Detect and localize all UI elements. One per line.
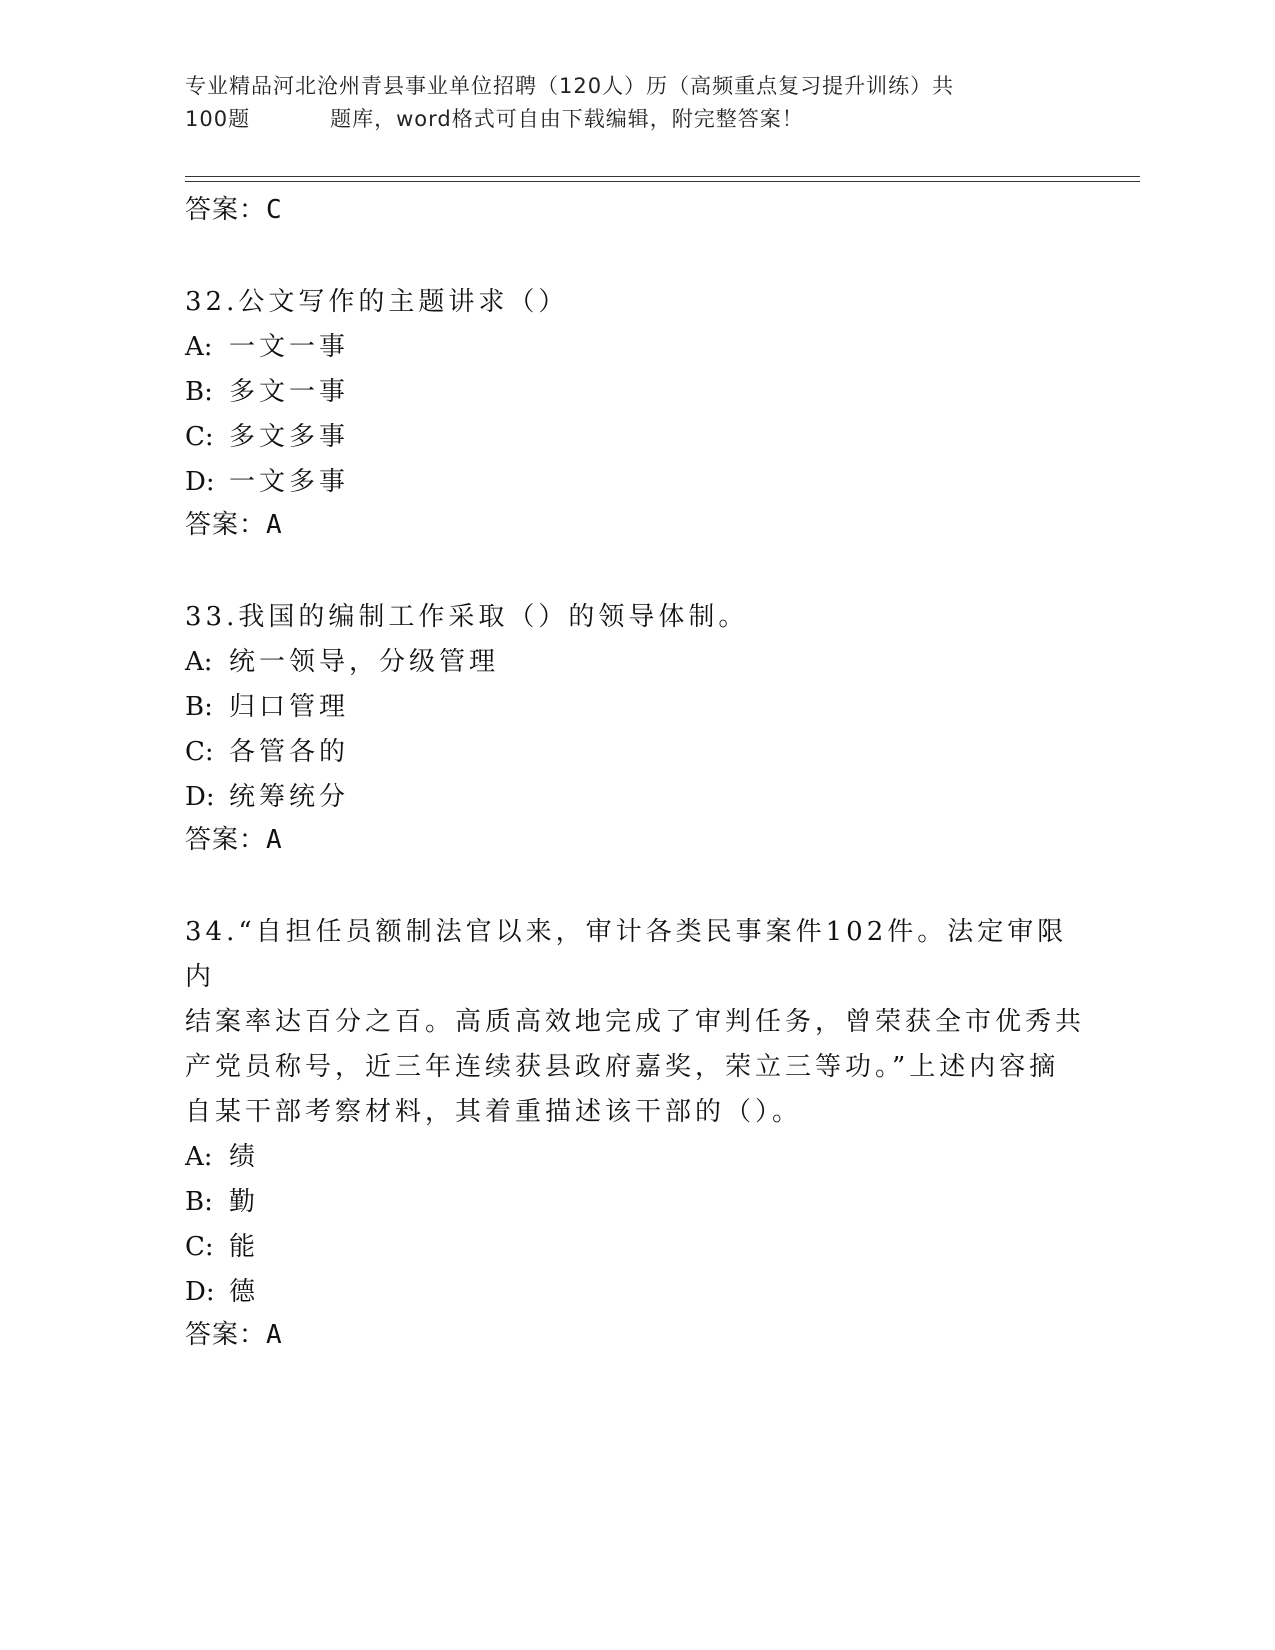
answer-line	[185, 820, 1085, 860]
option-b	[185, 1180, 1085, 1225]
option-c	[185, 730, 1085, 775]
option-letter: C:	[185, 737, 214, 767]
question-33	[185, 595, 1085, 860]
option-letter: A:	[185, 647, 213, 677]
option-text: 各管各的	[229, 737, 350, 767]
header-line-1: 专业精品河北沧州青县事业单位招聘（120人）历（高频重点复习提升训练）共	[185, 74, 955, 98]
header-rule-top	[185, 176, 1140, 177]
document-header	[185, 70, 1085, 136]
answer-label: 答案：	[185, 510, 267, 540]
option-b	[185, 370, 1085, 415]
option-letter: A:	[185, 1142, 213, 1172]
option-a	[185, 325, 1085, 370]
header-line-2-text: 题库，word格式可自由下载编辑，附完整答案！	[330, 107, 804, 131]
answer-label: 答案：	[185, 1320, 267, 1350]
header-line-2-count: 100题	[185, 107, 251, 131]
option-d	[185, 460, 1085, 505]
option-text: 多文一事	[229, 377, 350, 407]
option-letter: C:	[185, 422, 214, 452]
document-body	[185, 190, 1085, 1355]
option-c	[185, 1225, 1085, 1270]
option-text: 一文多事	[229, 467, 350, 497]
option-letter: D:	[185, 782, 215, 812]
question-32	[185, 280, 1085, 545]
answer-label: 答案：	[185, 195, 267, 225]
option-text: 统一领导，分级管理	[229, 647, 500, 677]
answer-value: A	[266, 1320, 283, 1350]
question-text-line: 34.“自担任员额制法官以来，审计各类民事案件102件。法定审限内	[185, 917, 1068, 992]
option-d	[185, 1270, 1085, 1315]
answer-value: A	[266, 510, 283, 540]
option-letter: B:	[185, 1187, 213, 1217]
answer-line	[185, 505, 1085, 545]
header-rule-bottom	[185, 181, 1140, 182]
option-d	[185, 775, 1085, 820]
question-text: 32.公文写作的主题讲求（）	[185, 287, 569, 317]
option-letter: D:	[185, 467, 215, 497]
option-text: 归口管理	[229, 692, 350, 722]
answer-line	[185, 190, 1085, 230]
option-text: 德	[229, 1277, 260, 1307]
option-c	[185, 415, 1085, 460]
question-text-line: 结案率达百分之百。高质高效地完成了审判任务，曾荣获全市优秀共	[185, 1007, 1086, 1037]
option-text: 统筹统分	[229, 782, 350, 812]
option-letter: D:	[185, 1277, 215, 1307]
question-text-line: 自某干部考察材料，其着重描述该干部的（）。	[185, 1097, 803, 1127]
option-text: 一文一事	[229, 332, 350, 362]
question-34	[185, 910, 1085, 1355]
option-a	[185, 1135, 1085, 1180]
option-text: 能	[229, 1232, 260, 1262]
option-text: 多文多事	[229, 422, 350, 452]
question-text: 33.我国的编制工作采取（）的领导体制。	[185, 602, 749, 632]
answer-value: A	[266, 825, 283, 855]
answer-label: 答案：	[185, 825, 267, 855]
question-text-line: 产党员称号，近三年连续获县政府嘉奖，荣立三等功。”上述内容摘	[185, 1052, 1060, 1082]
option-text: 绩	[229, 1142, 260, 1172]
answer-line	[185, 1315, 1085, 1355]
option-letter: A:	[185, 332, 213, 362]
option-b	[185, 685, 1085, 730]
option-letter: B:	[185, 377, 213, 407]
answer-value: C	[266, 195, 283, 225]
option-letter: C:	[185, 1232, 214, 1262]
header-line-2	[185, 103, 1085, 136]
option-a	[185, 640, 1085, 685]
option-letter: B:	[185, 692, 213, 722]
option-text: 勤	[229, 1187, 260, 1217]
